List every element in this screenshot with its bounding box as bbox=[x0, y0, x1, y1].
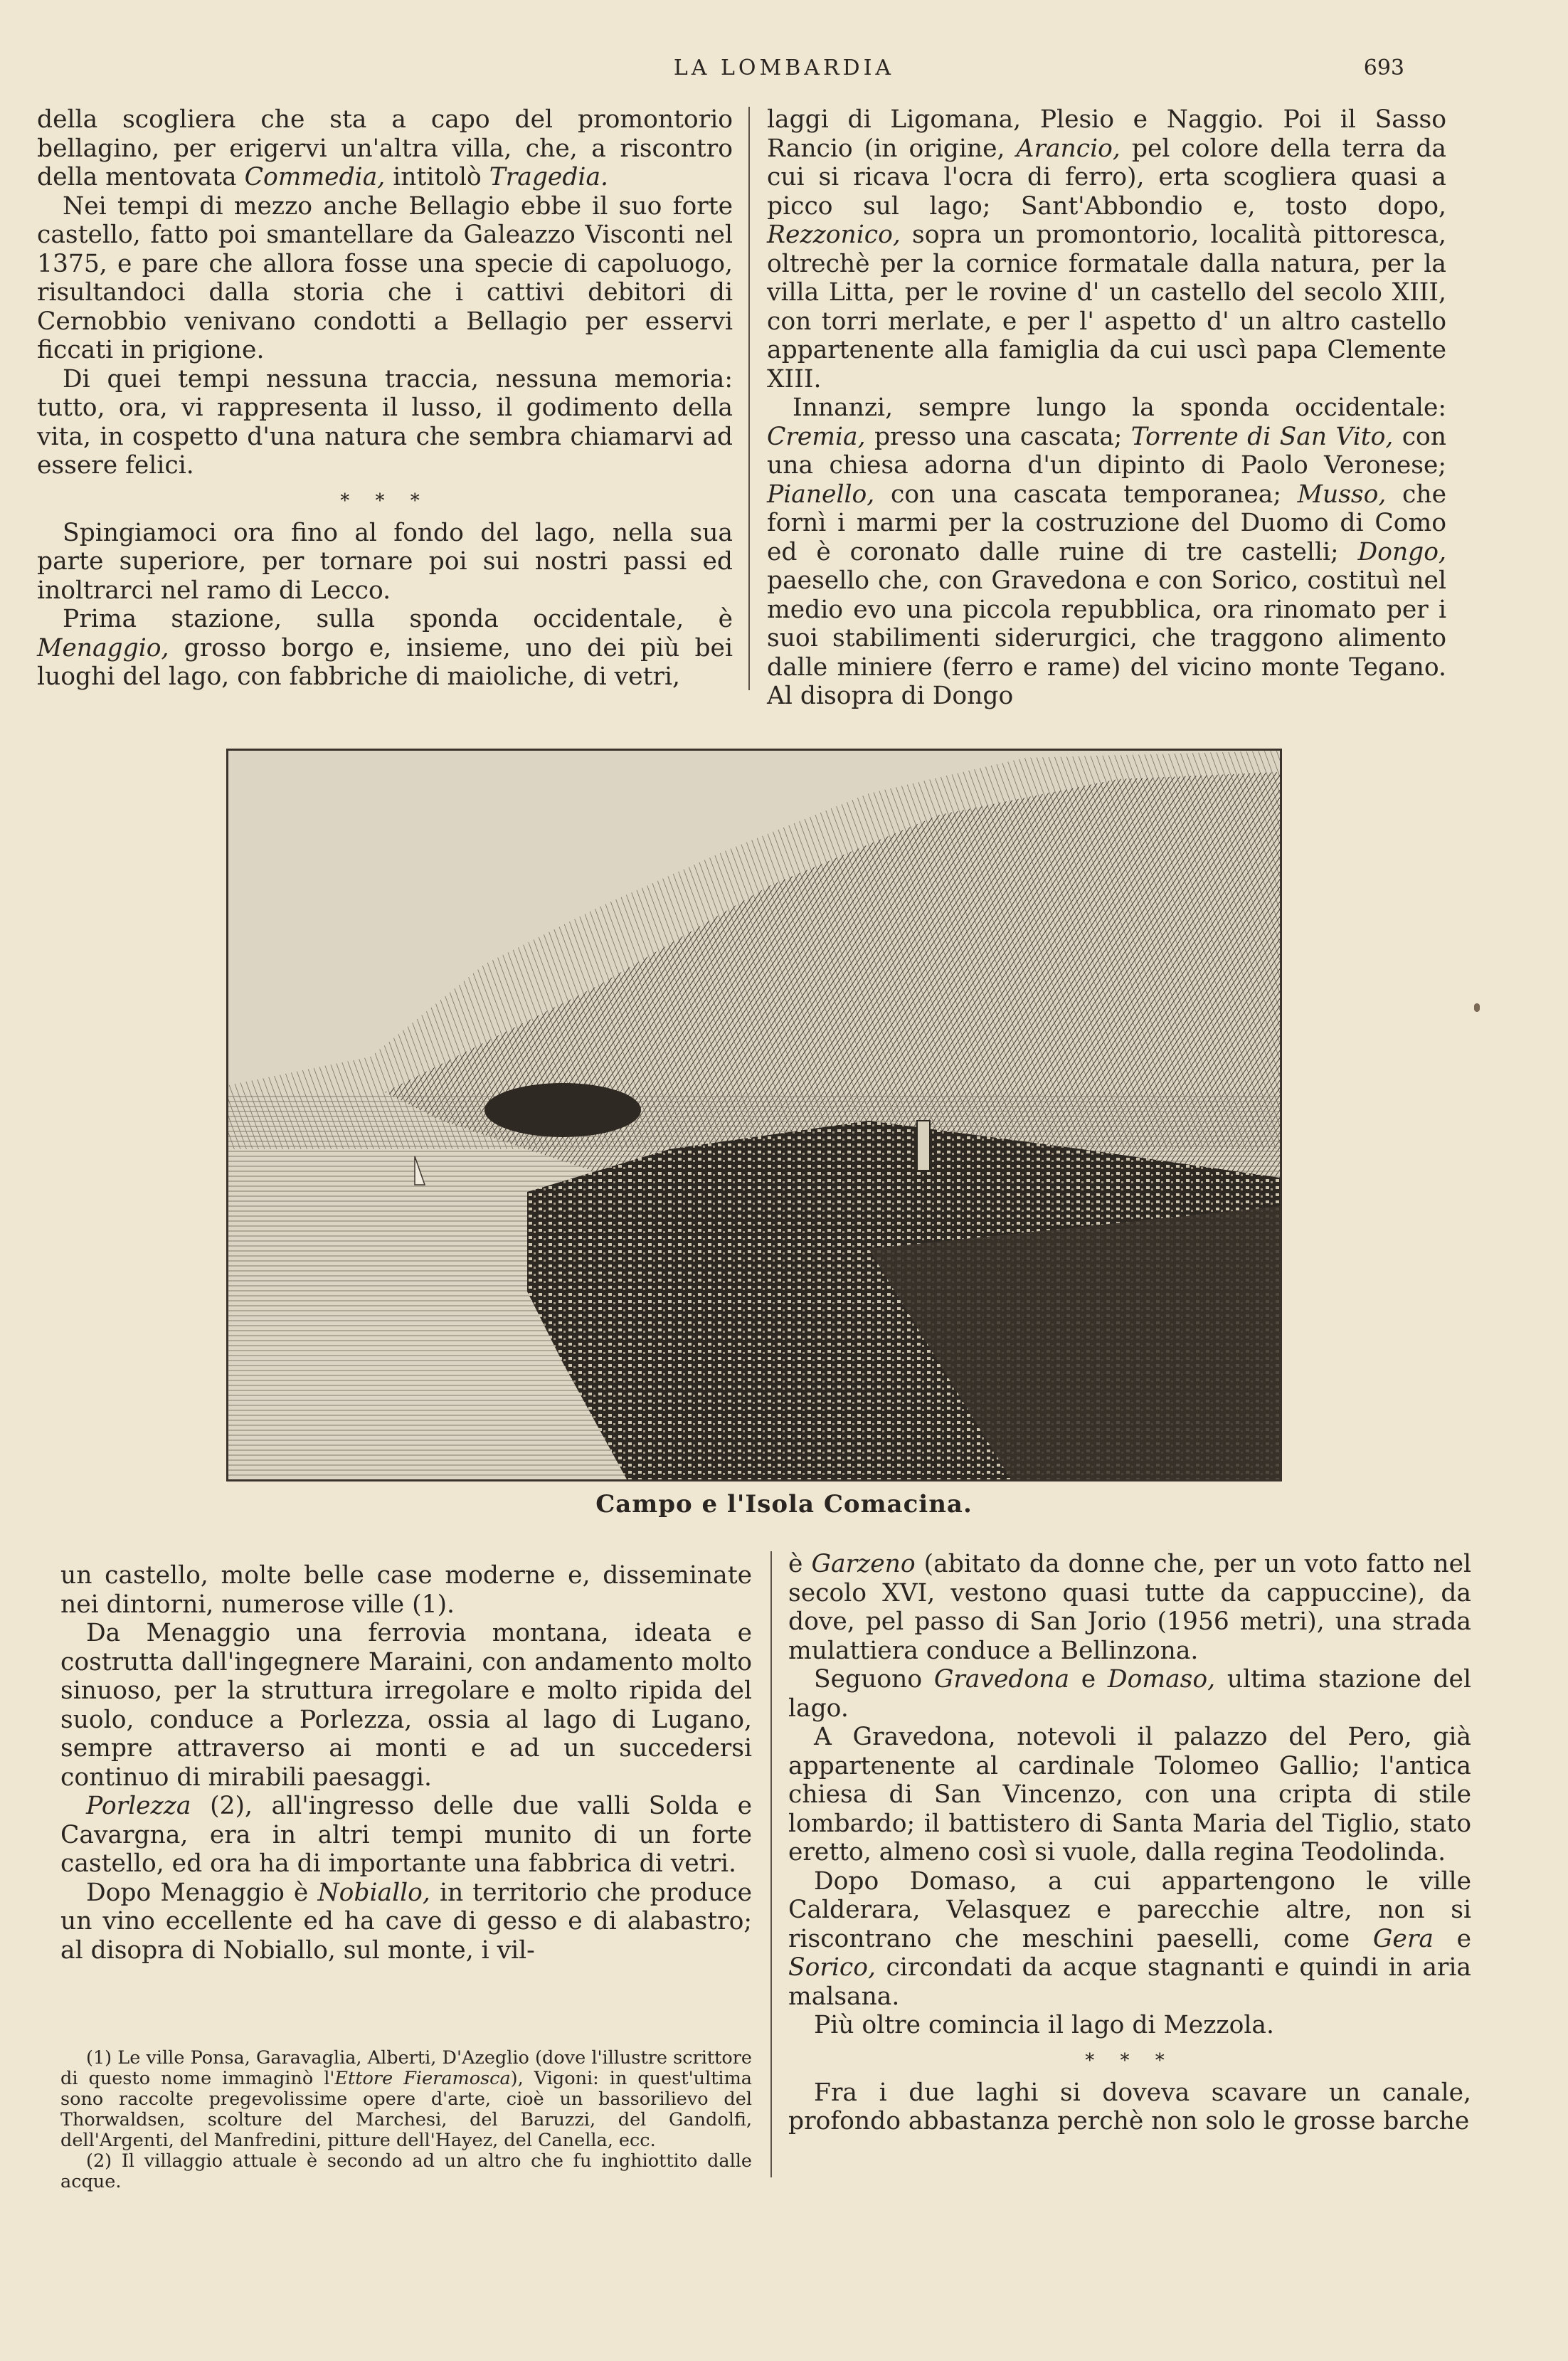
paragraph: Innanzi, sempre lungo la sponda occidentale: Cremia, presso una cascata; Torrente di San Vito, con una chiesa adorna d'un dipinto di Paolo Veronese; Pianello, con una cascata temporanea; Musso, che fornì i marmi per la costruzione del Duomo di Como ed è coronato dalle ruine di tre castelli; Dongo, paesello che, con Gravedona e con Sorico, costituì nel medio evo una piccola repubblica, ora rinomato per i suoi stabilimenti siderurgici, che traggono alimento dalle miniere (ferro e rame) del vicino monte Tegano. Al disopra di Dongo bbox=[767, 394, 1447, 710]
paragraph: Prima stazione, sulla sponda occidentale, è Menaggio, grosso borgo e, insieme, uno dei più bei luoghi del lago, con fabbriche di maioliche, di vetri, bbox=[37, 605, 733, 691]
paragraph: Seguono Gravedona e Domaso, ultima stazione del lago. bbox=[788, 1665, 1472, 1723]
page-header bbox=[0, 56, 1568, 91]
figure-caption: Campo e l'Isola Comacina. bbox=[595, 1490, 973, 1518]
footnotes bbox=[60, 2048, 752, 2192]
paragraph: Porlezza (2), all'ingresso delle due valli Solda e Cavargna, era in altri tempi munito di un forte castello, ed ora ha di importante una fabbrica di vetri. bbox=[60, 1792, 753, 1878]
lake-landscape-engraving bbox=[228, 751, 1280, 1479]
section-asterism: * * * bbox=[1085, 2049, 1175, 2071]
running-title: LA LOMBARDIA bbox=[673, 56, 895, 80]
isola-comacina bbox=[484, 1083, 641, 1137]
footnote-1: (1) Le ville Ponsa, Garavaglia, Alberti, D'Azeglio (dove l'illustre scrittore di questo nome immaginò l'Ettore Fieramosca), Vigoni: in quest'ultima sono raccolte pregevolissime opere d'arte, cioè un bassorilievo del Thorwaldsen, scolture del Marchesi, del Baruzzi, del Gandolfi, dell'Argenti, del Manfredini, pitture dell'Hayez, del Canella, ecc. bbox=[60, 2047, 752, 2151]
ink-speck bbox=[1474, 1003, 1480, 1012]
engraving-illustration bbox=[226, 749, 1282, 1481]
paragraph: laggi di Ligomana, Plesio e Naggio. Poi il Sasso Rancio (in origine, Arancio, pel colore della terra da cui si ricava l'ocra di ferro), erta scogliera quasi a picco sul lago; Sant'Abbondio e, tosto dopo, Rezzonico, sopra un promontorio, località pittoresca, oltrechè per la cornice formatale dalla natura, per la villa Litta, per le rovine d' un castello del secolo XIII, con torri merlate, e per l' aspetto d' un altro castello appartenente alla famiglia da cui uscì papa Clemente XIII. bbox=[767, 105, 1447, 394]
paragraph: Di quei tempi nessuna traccia, nessuna memoria: tutto, ora, vi rappresenta il lusso, il godimento della vita, in cospetto d'una natura che sembra chiamarvi ad essere felici. bbox=[37, 364, 733, 480]
paragraph: Fra i due laghi si doveva scavare un canale, profondo abbastanza perchè non solo le grosse barche bbox=[788, 2078, 1471, 2135]
column-divider bbox=[748, 107, 750, 690]
column-divider bbox=[770, 1551, 772, 2177]
paragraph: Da Menaggio una ferrovia montana, ideata e costrutta dall'ingegnere Maraini, con andamento molto sinuoso, per la struttura irregolare e molto ripida del suolo, conduce a Porlezza, ossia al lago di Lugano, sempre attraverso ai monti e ad un succedersi continuo di mirabili paesaggi. bbox=[60, 1619, 752, 1792]
paragraph: Più oltre comincia il lago di Mezzola. bbox=[814, 2011, 1274, 2039]
paragraph: Dopo Menaggio è Nobiallo, in territorio che produce un vino eccellente ed ha cave di gesso e di alabastro; al disopra di Nobiallo, sul monte, i vil- bbox=[60, 1878, 753, 1965]
lower-right-column bbox=[788, 1550, 1471, 2136]
paragraph: Dopo Domaso, a cui appartengono le ville Calderara, Velasquez e parecchie altre, non si riscontrano che meschini paeselli, come Gera e Sorico, circondati da acque stagnanti e quindi in aria malsana. bbox=[788, 1866, 1472, 2011]
upper-right-column bbox=[767, 105, 1446, 711]
lower-left-column bbox=[60, 1561, 752, 1965]
section-asterism: * * * bbox=[340, 490, 430, 512]
paragraph: A Gravedona, notevoli il palazzo del Pero, già appartenente al cardinale Tolomeo Gallio; l'antica chiesa di San Vincenzo, con una cripta di stile lombardo; il battistero di Santa Maria del Tiglio, stato eretto, almeno così si vuole, dalla regina Teodolinda. bbox=[788, 1723, 1471, 1866]
upper-left-column bbox=[37, 105, 733, 692]
paragraph: un castello, molte belle case moderne e, disseminate nei dintorni, numerose ville (1). bbox=[60, 1561, 752, 1619]
paragraph: Nei tempi di mezzo anche Bellagio ebbe il suo forte castello, fatto poi smantellare da Galeazzo Visconti nel 1375, e pare che allora fosse una specie di capoluogo, risultandoci dalla storia che i cattivi debitori di Cernobbio venivano condotti a Bellagio per esservi ficcati in prigione. bbox=[37, 191, 733, 364]
paragraph: Spingiamoci ora fino al fondo del lago, nella sua parte superiore, per tornare poi sui nostri passi ed inoltrarci nel ramo di Lecco. bbox=[37, 518, 733, 605]
paragraph: è Garzeno (abitato da donne che, per un voto fatto nel secolo XVI, vestono quasi tutte da cappuccine), da dove, pel passo di San Jorio (1956 metri), una strada mulattiera conduce a Bellinzona. bbox=[788, 1550, 1472, 1665]
page-number: 693 bbox=[1363, 56, 1404, 80]
footnote-2: (2) Il villaggio attuale è secondo ad un altro che fu inghiottito dalle acque. bbox=[60, 2150, 752, 2192]
paragraph: della scogliera che sta a capo del promontorio bellagino, per erigervi un'altra villa, che, a riscontro della mentovata Commedia, intitolò Tragedia. bbox=[37, 105, 733, 191]
church-bell-tower bbox=[917, 1121, 930, 1171]
